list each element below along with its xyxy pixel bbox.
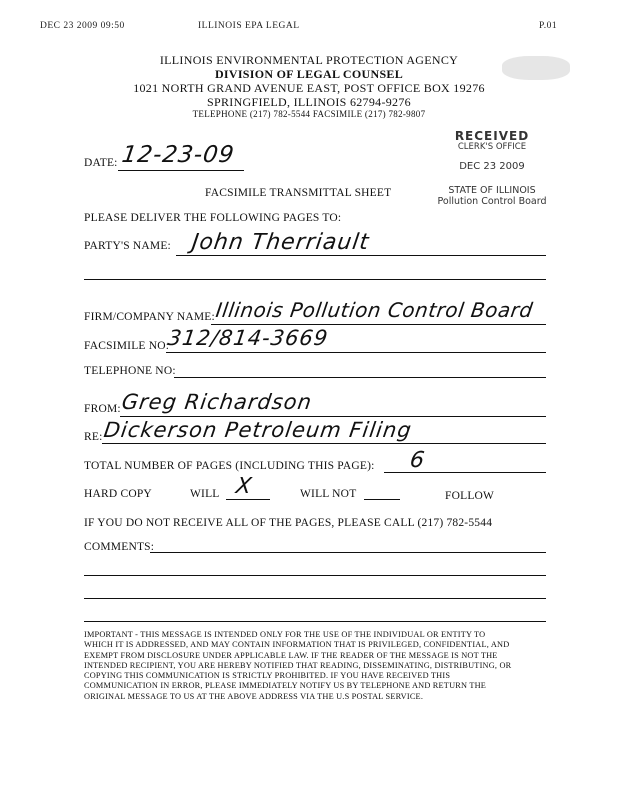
telephone-line [174, 377, 546, 378]
comments-line-3 [84, 598, 546, 599]
will-not-label: WILL NOT [300, 488, 357, 500]
comments-line-2 [84, 575, 546, 576]
date-line [118, 170, 244, 171]
from-label: FROM: [84, 403, 121, 415]
firm-name-label: FIRM/COMPANY NAME: [84, 311, 215, 323]
deliver-instruction: PLEASE DELIVER THE FOLLOWING PAGES TO: [84, 212, 342, 224]
party-name-line2 [84, 279, 546, 280]
agency-address-line2: SPRINGFIELD, ILLINOIS 62794-9276 [207, 95, 411, 109]
hard-copy-label: HARD COPY [84, 488, 152, 500]
total-pages-line [384, 472, 546, 473]
fax-header-sender: ILLINOIS EPA LEGAL [198, 21, 300, 31]
fax-header-datetime: DEC 23 2009 09:50 [40, 21, 125, 31]
party-name-line [176, 255, 546, 256]
party-name-value: John Therriault [190, 230, 371, 255]
will-not-line [364, 499, 400, 500]
confidentiality-notice: IMPORTANT - THIS MESSAGE IS INTENDED ONLY FOR THE USE OF THE INDIVIDUAL OR ENTITY TO WHICH IT IS ADDRESSED, AND MAY CONTAIN INFORMATION THAT IS PRIVILEGED, CONFIDENTIAL, AND EXEMPT FROM DISCLOSURE UNDER APPLICABLE LAW. IF THE READER OF THE MESSAGE IS NOT THE INTENDED RECIPIENT, YOU ARE HEREBY NOTIFIED THAT READING, DISSEMINATING, DISTRIBUTING, OR COPYING THIS COMMUNICATION IS STRICTLY PROHIBITED. IF YOU HAVE RECEIVED THIS COMMUNICATION IN ERROR, PLEASE IMMEDIATELY NOTIFY US BY TELEPHONE AND RETURN THE ORIGINAL MESSAGE TO US AT THE ABOVE ADDRESS VIA THE U.S POSTAL SERVICE. [84, 630, 512, 701]
fax-number-label: FACSIMILE NO: [84, 340, 170, 352]
received-stamp-title: RECEIVED [454, 129, 530, 143]
agency-address-line1: 1021 NORTH GRAND AVENUE EAST, POST OFFICE BOX 19276 [133, 81, 485, 95]
fax-number-line [166, 352, 546, 353]
agency-phones: TELEPHONE (217) 782-5544 FACSIMILE (217) 782-9807 [192, 109, 426, 119]
firm-name-line [211, 324, 546, 325]
date-label: DATE: [84, 157, 118, 169]
total-pages-label: TOTAL NUMBER OF PAGES (INCLUDING THIS PAGE): [84, 460, 375, 472]
received-stamp-board: Pollution Control Board [437, 196, 547, 207]
firm-name-value: Illinois Pollution Control Board [214, 298, 535, 322]
fax-number-value: 312/814-3669 [166, 326, 330, 350]
re-value: Dickerson Petroleum Filing [102, 418, 414, 442]
received-stamp-state: STATE OF ILLINOIS [448, 185, 536, 196]
party-name-label: PARTY'S NAME: [84, 240, 171, 252]
telephone-label: TELEPHONE NO: [84, 365, 176, 377]
comments-line-1 [150, 552, 546, 553]
fax-header-page: P.01 [539, 21, 558, 31]
comments-line-4 [84, 621, 546, 622]
agency-division: DIVISION OF LEGAL COUNSEL [214, 67, 404, 81]
will-label: WILL [190, 488, 220, 500]
follow-label: FOLLOW [445, 490, 495, 502]
received-stamp-date: DEC 23 2009 [459, 161, 525, 172]
sheet-title: FACSIMILE TRANSMITTAL SHEET [205, 187, 392, 199]
received-stamp-office: CLERK'S OFFICE [457, 142, 527, 152]
from-line [120, 416, 546, 417]
from-value: Greg Richardson [120, 390, 314, 414]
total-pages-value: 6 [408, 448, 427, 473]
re-label: RE: [84, 431, 103, 443]
comments-label: COMMENTS: [84, 541, 155, 553]
date-value: 12-23-09 [120, 142, 237, 168]
will-line [226, 499, 270, 500]
agency-name: ILLINOIS ENVIRONMENTAL PROTECTION AGENCY [159, 53, 459, 67]
re-line [102, 443, 546, 444]
call-instruction: IF YOU DO NOT RECEIVE ALL OF THE PAGES, PLEASE CALL (217) 782-5544 [84, 517, 493, 529]
will-checkmark: X [234, 474, 254, 499]
